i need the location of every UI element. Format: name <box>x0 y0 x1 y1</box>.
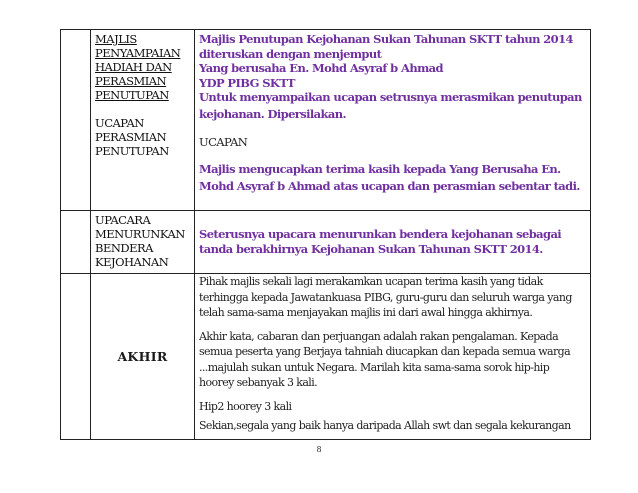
text-line: Seterusnya upacara menurunkan bendera kejohanan sebagai <box>199 227 562 241</box>
section-content-akhir <box>195 274 591 440</box>
label-line: PENYAMPAIAN <box>95 46 181 60</box>
table-row <box>61 30 591 211</box>
text-line: Pihak majlis sekali lagi merakamkan ucapan terima kasih yang tidak <box>199 275 543 288</box>
text-line: Yang berusaha En. Mohd Asyraf b Ahmad <box>199 61 443 75</box>
text-line: hoorey sebanyak 3 kali. <box>199 376 318 389</box>
label-line: KEJOHANAN <box>95 255 169 269</box>
text-line: YDP PIBG SKTT <box>199 75 295 90</box>
label-line: UCAPAN <box>95 116 144 130</box>
section-label-majlis <box>91 30 195 211</box>
label-line: PENUTUPAN <box>95 88 169 102</box>
empty-cell <box>61 30 91 211</box>
table-row <box>61 211 591 274</box>
section-label-upacara <box>91 211 195 274</box>
section-content-upacara <box>195 211 591 274</box>
text-line: diteruskan dengan menjemput <box>199 46 382 61</box>
table-row <box>61 274 591 440</box>
section-content-majlis <box>195 30 591 211</box>
section-label-akhir: AKHIR <box>91 274 195 440</box>
label-line: MENURUNKAN <box>95 227 185 241</box>
ucapan-text: UCAPAN <box>199 134 248 149</box>
text-line: kejohanan. Dipersilakan. <box>199 106 346 121</box>
text-line: Mohd Asyraf b Ahmad atas ucapan dan perasmian sebentar tadi. <box>199 179 580 193</box>
page-number: 8 <box>316 445 322 454</box>
text-line: Majlis Penutupan Kejohanan Sukan Tahunan SKTT tahun 2014 <box>199 32 573 46</box>
label-line: PENUTUPAN <box>95 144 169 158</box>
text-line: tanda berakhirnya Kejohanan Sukan Tahunan SKTT 2014. <box>199 241 543 256</box>
label-line: PERASMIAN <box>95 74 167 88</box>
text-line: telah sama-sama menjayakan majlis ini dari awal hingga akhirnya. <box>199 306 533 319</box>
label-line: MAJLIS <box>95 32 137 46</box>
text-line: semua peserta yang Berjaya tahniah diucapkan dan kepada semua warga <box>199 345 571 358</box>
label-line: PERASMIAN <box>95 130 167 144</box>
empty-cell <box>61 211 91 274</box>
label-line: UPACARA <box>95 213 151 227</box>
label-line: BENDERA <box>95 241 153 255</box>
text-line: terhingga kepada Jawatankuasa PIBG, guru-guru dan seluruh warga yang <box>199 290 572 304</box>
program-table <box>60 29 591 440</box>
text-line: Majlis mengucapkan terima kasih kepada Yang Berusaha En. <box>199 162 561 176</box>
text-line: Sekian,segala yang baik hanya daripada Allah swt dan segala kekurangan <box>199 419 571 432</box>
label-line: HADIAH DAN <box>95 60 172 74</box>
text-line: Akhir kata, cabaran dan perjuangan adalah rakan pengalaman. Kepada <box>199 329 559 343</box>
text-line: ...majulah sukan untuk Negara. Marilah kita sama-sama sorok hip-hip <box>199 360 550 374</box>
text-line: Hip2 hoorey 3 kali <box>199 399 292 413</box>
empty-cell <box>61 274 91 440</box>
text-line: Untuk menyampaikan ucapan setrusnya merasmikan penutupan <box>199 90 582 104</box>
